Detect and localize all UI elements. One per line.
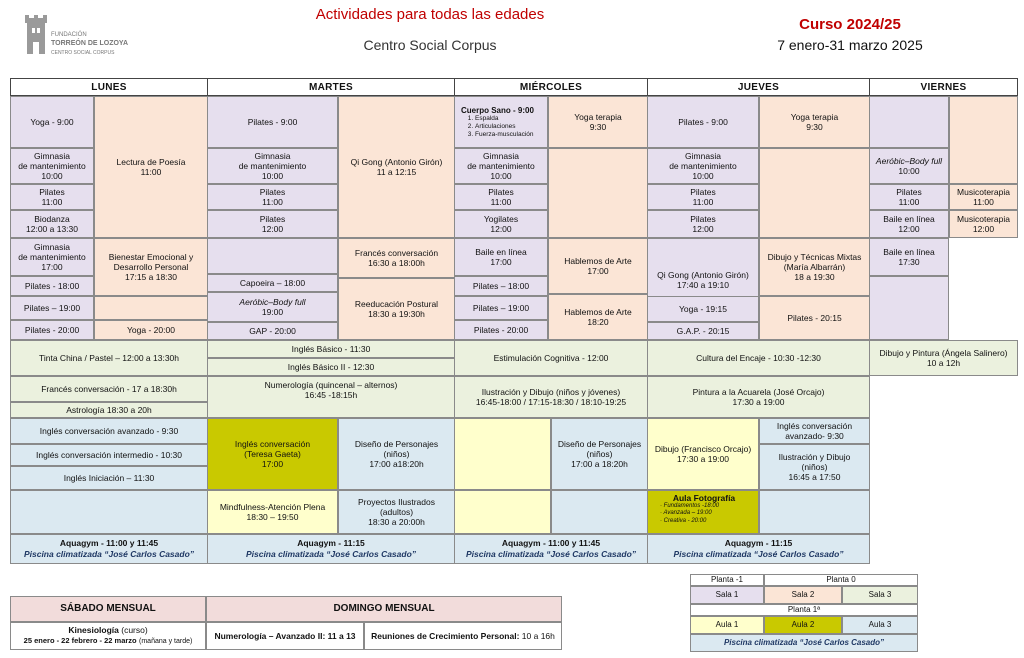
diseno-martes: Diseño de Personajes (niños) 17:00 a18:20h: [338, 418, 455, 490]
legend-aula-1: Aula 1: [690, 616, 764, 634]
domingo-mensual-header: DOMINGO MENSUAL: [206, 596, 562, 622]
ingles-intermedio: Inglés conversación intermedio - 10:30: [10, 444, 208, 466]
astrologia: Astrología 18:30 a 20h: [10, 402, 208, 418]
jueves-yoga-19: Yoga - 19:15: [647, 296, 759, 322]
miercoles-yoga-terapia: Yoga terapia 9:30: [548, 96, 648, 148]
viernes-aerobic: Aeróbic–Body full 10:00: [869, 148, 949, 184]
legend-aula-2: Aula 2: [764, 616, 842, 634]
frances-lunes: Francés conversación - 17 a 18:30h: [10, 376, 208, 402]
sabado-mensual-header: SÁBADO MENSUAL: [10, 596, 206, 622]
martes-capoeira: Capoeira – 18:00: [207, 274, 338, 292]
foto-item: · Creativa - 20:00: [660, 517, 707, 524]
miercoles-hablemos-18: Hablemos de Arte 18:20: [548, 294, 648, 340]
jueves-peach-empty: [759, 148, 870, 238]
martes-reeducacion: Reeducación Postural 18:30 a 19:30h: [338, 278, 455, 340]
ingles-basico-ii: Inglés Básico II - 12:30: [207, 358, 455, 376]
lunes-yoga-20: Yoga - 20:00: [94, 320, 208, 340]
aquagym-martes: Aquagym - 11:15 Piscina climatizada “José Carlos Casado”: [207, 534, 455, 564]
miercoles-blue-empty: [551, 490, 648, 534]
lunes-peach-empty: [94, 296, 208, 320]
legend-planta-1: Planta 1ª: [690, 604, 918, 616]
viernes-pilates-11: Pilates 11:00: [869, 184, 949, 210]
jueves-pilates-12: Pilates 12:00: [647, 210, 759, 238]
viernes-peach-empty: [949, 96, 1018, 184]
viernes-dibujo-pintura: Dibujo y Pintura (Ángela Salinero) 10 a 12h: [869, 340, 1018, 376]
jueves-dibujo-tecnicas: Dibujo y Técnicas Mixtas (María Albarrán) 18 a 19:30: [759, 238, 870, 296]
martes-frances: Francés conversación 16:30 a 18:00h: [338, 238, 455, 278]
lunes-lectura-poesia: Lectura de Poesía 11:00: [94, 96, 208, 238]
miercoles-pilates-11: Pilates 11:00: [454, 184, 548, 210]
dibujo-orcajo: Dibujo (Francisco Orcajo) 17:30 a 19:00: [647, 418, 759, 490]
martes-gap: GAP - 20:00: [207, 322, 338, 340]
martes-pilates-9: Pilates - 9:00: [207, 96, 338, 148]
logo: [24, 12, 134, 62]
ingles-teresa: Inglés conversación (Teresa Gaeta) 17:00: [207, 418, 338, 490]
legend-aula-3: Aula 3: [842, 616, 918, 634]
ingles-jueves: Inglés conversación avanzado- 9:30: [759, 418, 870, 444]
miercoles-pilates-18: Pilates – 18:00: [454, 276, 548, 296]
aula-fotografia: Aula Fotografía · Fundamentos -18:00 · Avanzada – 19:00 · Creativa - 20:00: [647, 490, 759, 534]
lunes-pilates-20: Pilates - 20:00: [10, 320, 94, 340]
lunes-bienestar: Bienestar Emocional y Desarrollo Personal 17:15 a 18:30: [94, 238, 208, 296]
cuerpo-item: 1. Espalda: [475, 115, 534, 123]
logo-line-1: FUNDACIÓN: [51, 32, 87, 38]
jueves-yoga-terapia: Yoga terapia 9:30: [759, 96, 870, 148]
foto-item: · Fundamentos -18:00: [660, 503, 720, 510]
ilustracion-dibujo: Ilustración y Dibujo (niños y jóvenes) 16:45-18:00 / 17:15-18:30 / 18:10-19:25: [454, 376, 648, 418]
martes-aerobic: Aeróbic–Body full 19:00: [207, 292, 338, 322]
page-subtitle: Centro Social Corpus: [363, 37, 497, 53]
lunes-biodanza: Biodanza 12:00 a 13:30: [10, 210, 94, 238]
miercoles-cuerpo-sano: Cuerpo Sano - 9:00 1. Espalda 2. Articulaciones 3. Fuerza-musculación: [454, 96, 548, 148]
kinesiologia: Kinesiología (curso) 25 enero - 22 febrero - 22 marzo (mañana y tarde): [10, 622, 206, 650]
tower-logo-icon: [24, 14, 48, 56]
ilustracion-jueves: Ilustración y Dibujo (niños) 16:45 a 17:50: [759, 444, 870, 490]
miercoles-yellow-empty-2: [454, 490, 551, 534]
miercoles-yogilates: Yogilates 12:00: [454, 210, 548, 238]
tinta-china: Tinta China / Pastel – 12:00 a 13:30h: [10, 340, 208, 376]
martes-lilac-empty: [207, 238, 338, 274]
course-dates: 7 enero-31 marzo 2025: [777, 37, 923, 53]
numerologia: Numerología (quincenal – alternos) 16:45 -18:15h: [207, 376, 455, 418]
numerologia-avanzado: Numerología – Avanzado II: 11 a 13: [206, 622, 364, 650]
mindfulness: Mindfulness-Atención Plena 18:30 – 19:50: [207, 490, 338, 534]
legend-planta-m1: Planta -1: [690, 574, 764, 586]
jueves-gimnasia: Gimnasia de mantenimiento 10:00: [647, 148, 759, 184]
martes-qigong: Qi Gong (Antonio Girón) 11 a 12:15: [338, 96, 455, 238]
day-header-martes: MARTES: [207, 78, 455, 96]
legend-sala-2: Sala 2: [764, 586, 842, 604]
proyectos-ilustrados: Proyectos Ilustrados (adultos) 18:30 a 20:00h: [338, 490, 455, 534]
day-header-miercoles: MIÉRCOLES: [454, 78, 648, 96]
martes-gimnasia: Gimnasia de mantenimiento 10:00: [207, 148, 338, 184]
day-header-jueves: JUEVES: [647, 78, 870, 96]
legend-piscina: Piscina climatizada “José Carlos Casado”: [690, 634, 918, 652]
cuerpo-item: 2. Articulaciones: [475, 123, 534, 131]
day-header-viernes: VIERNES: [869, 78, 1018, 96]
lunes-pilates-18: Pilates - 18:00: [10, 276, 94, 296]
martes-pilates-12: Pilates 12:00: [207, 210, 338, 238]
acuarela: Pintura a la Acuarela (José Orcajo) 17:30 a 19:00: [647, 376, 870, 418]
miercoles-yellow-empty-1: [454, 418, 551, 490]
jueves-pilates-9: Pilates - 9:00: [647, 96, 759, 148]
viernes-musicoterapia-11: Musicoterapia 11:00: [949, 184, 1018, 210]
jueves-pilates-11: Pilates 11:00: [647, 184, 759, 210]
miercoles-gimnasia: Gimnasia de mantenimiento 10:00: [454, 148, 548, 184]
cuerpo-item: 3. Fuerza-musculación: [475, 131, 534, 139]
foto-item: · Avanzada – 19:00: [660, 510, 712, 517]
jueves-qigong: Qi Gong (Antonio Girón) 17:40 a 19:10: [647, 238, 759, 322]
ingles-avanzado: Inglés conversación avanzado - 9:30: [10, 418, 208, 444]
miercoles-peach-empty: [548, 148, 648, 238]
aquagym-miercoles: Aquagym - 11:00 y 11:45 Piscina climatizada “José Carlos Casado”: [454, 534, 648, 564]
course-label: Curso 2024/25: [799, 16, 901, 33]
viernes-baile-12: Baile en línea 12:00: [869, 210, 949, 238]
lunes-pilates-19: Pilates – 19:00: [10, 296, 94, 320]
lunes-blue-empty: [10, 490, 208, 534]
legend-sala-3: Sala 3: [842, 586, 918, 604]
aquagym-lunes: Aquagym - 11:00 y 11:45 Piscina climatizada “José Carlos Casado”: [10, 534, 208, 564]
viernes-blank: [949, 238, 1018, 340]
cultura-encaje: Cultura del Encaje - 10:30 -12:30: [647, 340, 870, 376]
legend-planta-0: Planta 0: [764, 574, 918, 586]
legend-sala-1: Sala 1: [690, 586, 764, 604]
miercoles-pilates-19: Pilates – 19:00: [454, 296, 548, 320]
viernes-baile-17: Baile en línea 17:30: [869, 238, 949, 276]
miercoles-baile: Baile en línea 17:00: [454, 238, 548, 276]
viernes-lilac-empty-2: [869, 276, 949, 340]
page-title: Actividades para todas las edades: [315, 6, 545, 23]
miercoles-pilates-20: Pilates - 20:00: [454, 320, 548, 340]
crecimiento-personal: Reuniones de Crecimiento Personal: 10 a 16h: [364, 622, 562, 650]
aquagym-jueves: Aquagym - 11:15 Piscina climatizada “José Carlos Casado”: [647, 534, 870, 564]
miercoles-hablemos-17: Hablemos de Arte 17:00: [548, 238, 648, 294]
ingles-iniciacion: Inglés Iniciación – 11:30: [10, 466, 208, 490]
jueves-pilates-20: Pilates - 20:15: [759, 296, 870, 340]
ingles-basico: Inglés Básico - 11:30: [207, 340, 455, 358]
logo-line-3: CENTRO SOCIAL CORPUS: [51, 50, 115, 56]
lunes-gimnasia-17: Gimnasia de mantenimiento 17:00: [10, 238, 94, 276]
lunes-pilates-11: Pilates 11:00: [10, 184, 94, 210]
jueves-gap: G.A.P. - 20:15: [647, 322, 759, 340]
lunes-gimnasia-10: Gimnasia de mantenimiento 10:00: [10, 148, 94, 184]
martes-pilates-11: Pilates 11:00: [207, 184, 338, 210]
logo-line-2: TORREÓN DE LOZOYA: [51, 40, 129, 47]
diseno-miercoles: Diseño de Personajes (niños) 17:00 a 18:20h: [551, 418, 648, 490]
day-header-lunes: LUNES: [10, 78, 208, 96]
viernes-lilac-empty-1: [869, 96, 949, 148]
jueves-blue-empty: [759, 490, 870, 534]
viernes-musicoterapia-12: Musicoterapia 12:00: [949, 210, 1018, 238]
estimulacion-cognitiva: Estimulación Cognitiva - 12:00: [454, 340, 648, 376]
lunes-yoga: Yoga - 9:00: [10, 96, 94, 148]
